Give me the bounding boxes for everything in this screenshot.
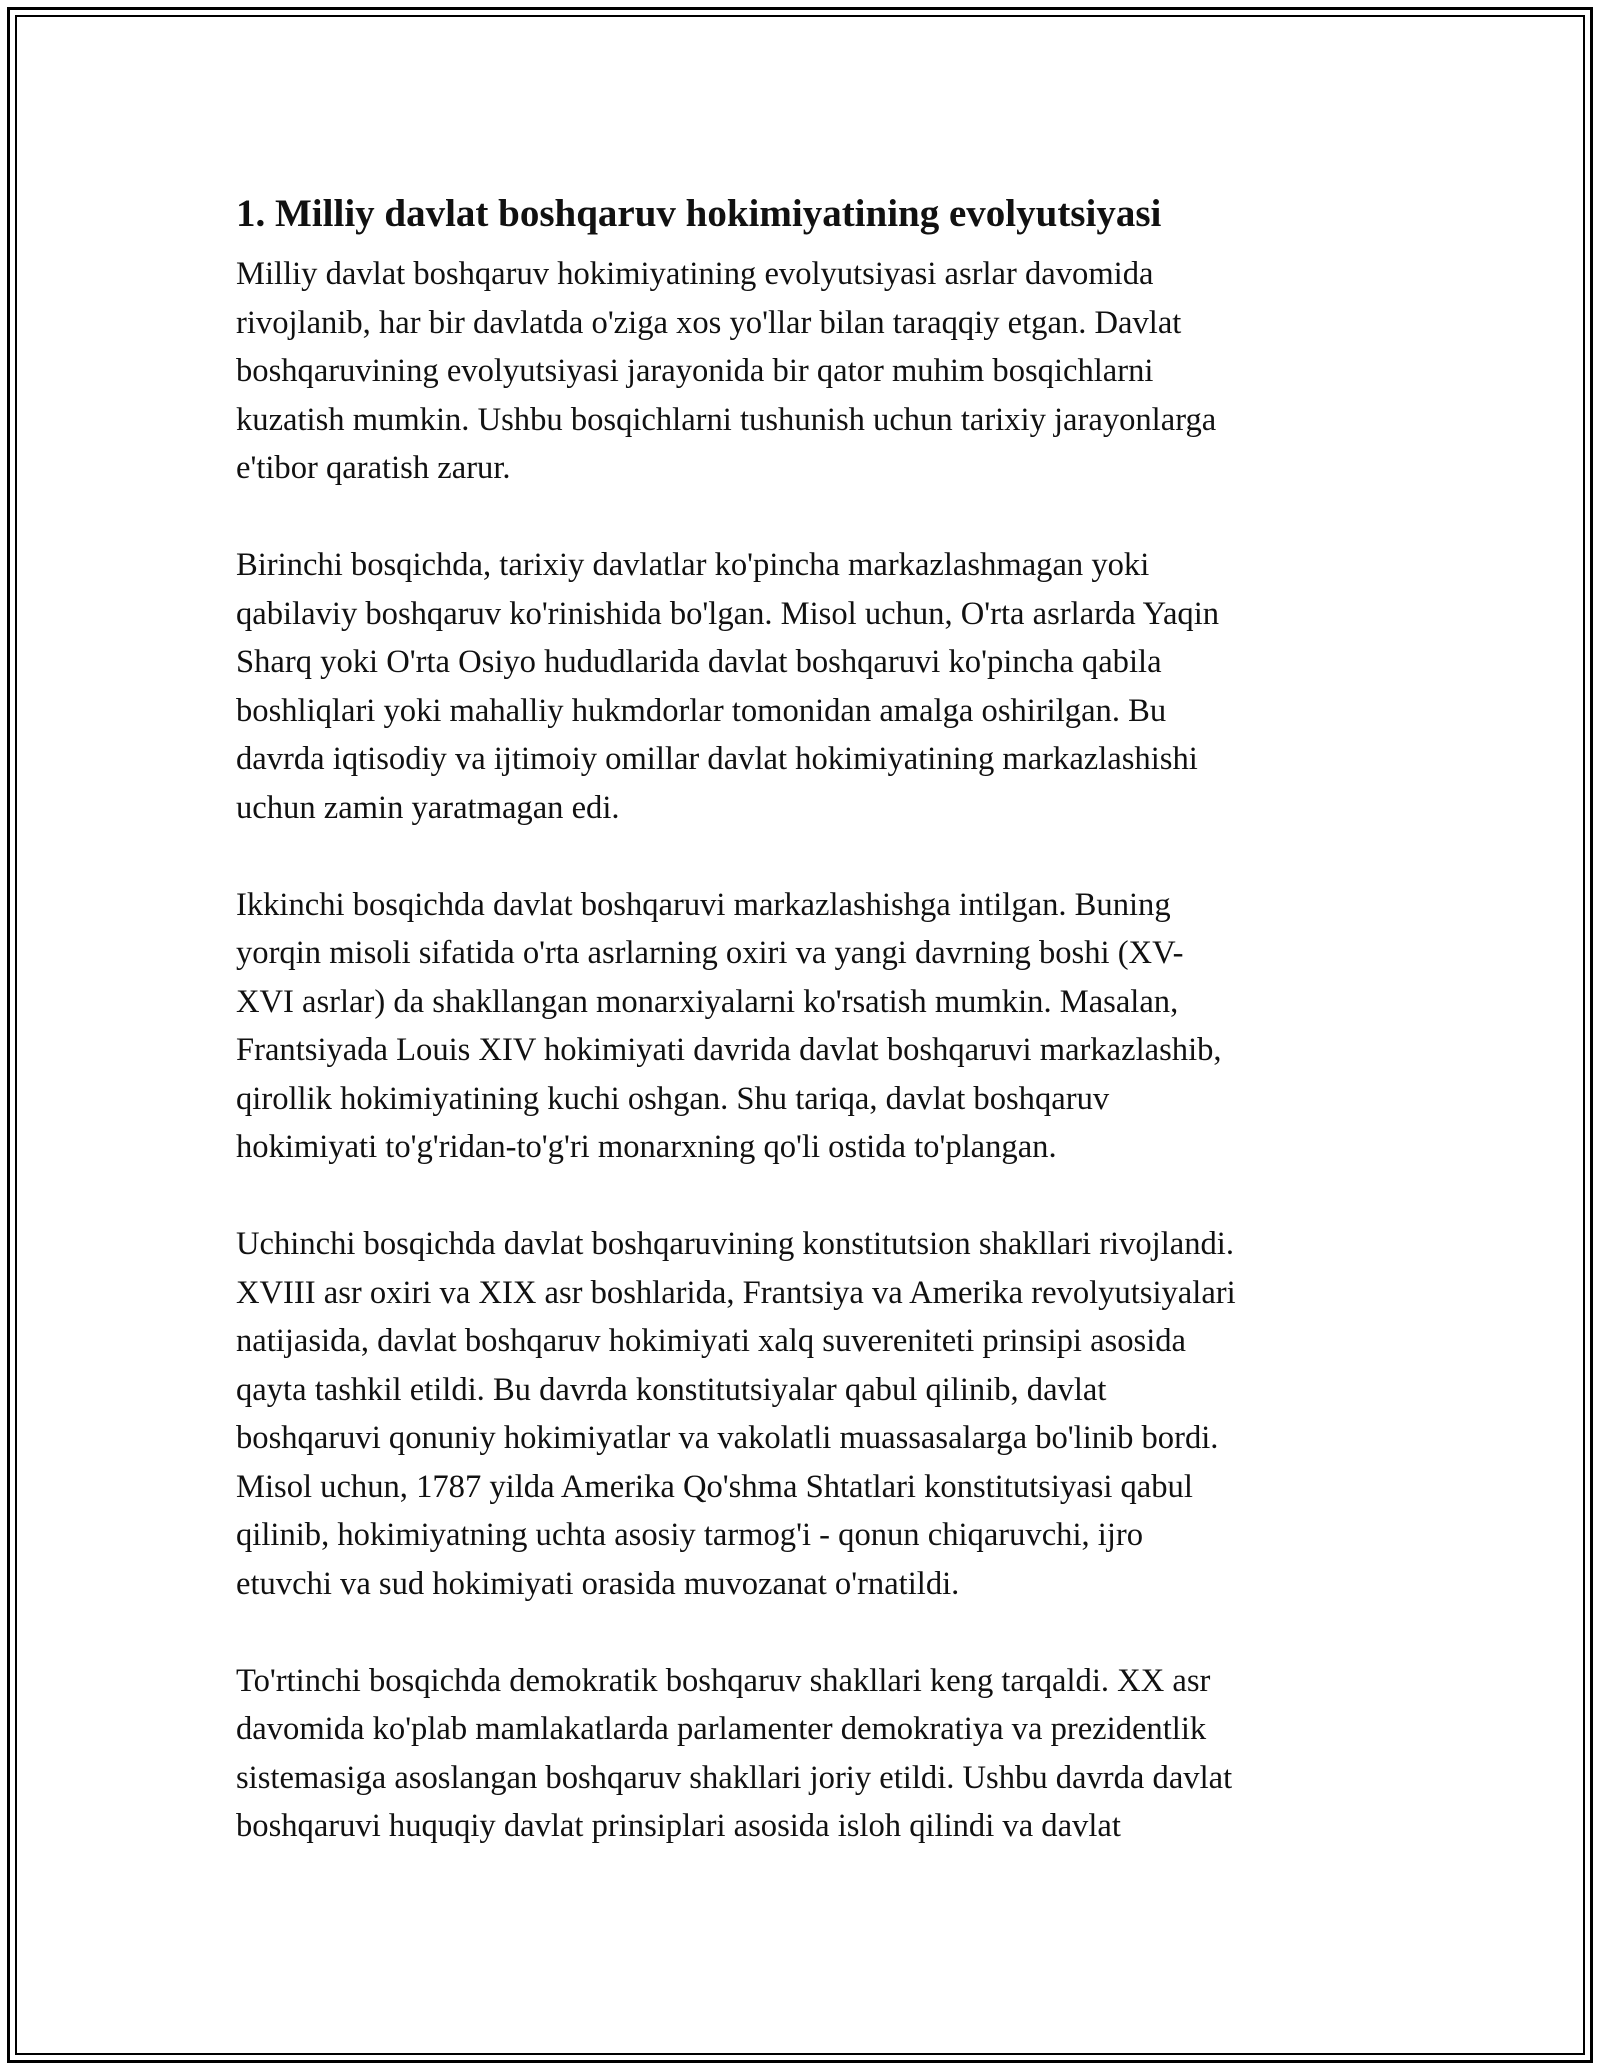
paragraph-line: davrda iqtisodiy va ijtimoiy omillar davlat hokimiyatining markazlashishi bbox=[236, 741, 1198, 777]
paragraph-line: Uchinchi bosqichda davlat boshqaruvining konstitutsion shakllari rivojlandi. bbox=[236, 1226, 1235, 1262]
paragraph-line: hokimiyati to'g'ridan-to'g'ri monarxning qo'li ostida to'plangan. bbox=[236, 1129, 1057, 1165]
paragraph-container bbox=[236, 250, 1386, 1851]
paragraph bbox=[236, 541, 1386, 832]
paragraph-line: boshqaruvi qonuniy hokimiyatlar va vakolatli muassasalarga bo'linib bordi. bbox=[236, 1420, 1219, 1456]
paragraph-line: natijasida, davlat boshqaruv hokimiyati xalq suvereniteti prinsipi asosida bbox=[236, 1323, 1186, 1359]
paragraph-line: qabilaviy boshqaruv ko'rinishida bo'lgan. Misol uchun, O'rta asrlarda Yaqin bbox=[236, 595, 1220, 632]
paragraph-line: etuvchi va sud hokimiyati orasida muvozanat o'rnatildi. bbox=[236, 1565, 960, 1602]
paragraph-line: XVIII asr oxiri va XIX asr boshlarida, Frantsiya va Amerika revolyutsiyalari bbox=[236, 1274, 1236, 1311]
paragraph-line: To'rtinchi bosqichda demokratik boshqaruv shakllari keng tarqaldi. XX asr bbox=[236, 1662, 1211, 1699]
paragraph bbox=[236, 250, 1386, 493]
paragraph bbox=[236, 1220, 1386, 1608]
paragraph-line: Ikkinchi bosqichda davlat boshqaruvi markazlashishga intilgan. Buning bbox=[236, 886, 1171, 923]
paragraph-line: Sharq yoki O'rta Osiyo hududlarida davlat boshqaruvi ko'pincha qabila bbox=[236, 644, 1162, 680]
paragraph bbox=[236, 881, 1386, 1172]
section-heading: 1. Milliy davlat boshqaruv hokimiyatining evolyutsiyasi bbox=[236, 192, 1162, 235]
paragraph-line: boshliqlari yoki mahalliy hukmdorlar tomonidan amalga oshirilgan. Bu bbox=[236, 692, 1167, 729]
paragraph-line: qilinib, hokimiyatning uchta asosiy tarmog'i - qonun chiqaruvchi, ijro bbox=[236, 1517, 1144, 1553]
paragraph-line: boshqaruvining evolyutsiyasi jarayonida bir qator muhim bosqichlarni bbox=[236, 353, 1154, 389]
paragraph-line: kuzatish mumkin. Ushbu bosqichlarni tushunish uchun tarixiy jarayonlarga bbox=[236, 401, 1217, 438]
paragraph-line: uchun zamin yaratmagan edi. bbox=[236, 789, 620, 826]
paragraph-line: yorqin misoli sifatida o'rta asrlarning oxiri va yangi davrning boshi (XV- bbox=[236, 935, 1184, 971]
paragraph-line: e'tibor qaratish zarur. bbox=[236, 450, 511, 486]
paragraph-line: sistemasiga asoslangan boshqaruv shakllari joriy etildi. Ushbu davrda davlat bbox=[236, 1759, 1233, 1796]
document-body bbox=[236, 178, 1386, 1899]
paragraph-line: Birinchi bosqichda, tarixiy davlatlar ko'pincha markazlashmagan yoki bbox=[236, 547, 1150, 583]
paragraph-line: boshqaruvi huquqiy davlat prinsiplari asosida isloh qilindi va davlat bbox=[236, 1808, 1121, 1844]
paragraph-line: Frantsiyada Louis XIV hokimiyati davrida davlat boshqaruvi markazlashib, bbox=[236, 1032, 1222, 1068]
paragraph bbox=[236, 1657, 1386, 1851]
paragraph-line: XVI asrlar) da shakllangan monarxiyalarni ko'rsatish mumkin. Masalan, bbox=[236, 983, 1179, 1020]
paragraph-line: qirollik hokimiyatining kuchi oshgan. Shu tariqa, davlat boshqaruv bbox=[236, 1080, 1110, 1117]
paragraph-line: davomida ko'plab mamlakatlarda parlamenter demokratiya va prezidentlik bbox=[236, 1711, 1207, 1747]
paragraph-line: qayta tashkil etildi. Bu davrda konstitutsiyalar qabul qilinib, davlat bbox=[236, 1371, 1107, 1408]
paragraph-line: rivojlanib, har bir davlatda o'ziga xos yo'llar bilan taraqqiy etgan. Davlat bbox=[236, 304, 1182, 341]
paragraph-line: Milliy davlat boshqaruv hokimiyatining evolyutsiyasi asrlar davomida bbox=[236, 256, 1154, 292]
paragraph-line: Misol uchun, 1787 yilda Amerika Qo'shma Shtatlari konstitutsiyasi qabul bbox=[236, 1468, 1193, 1505]
